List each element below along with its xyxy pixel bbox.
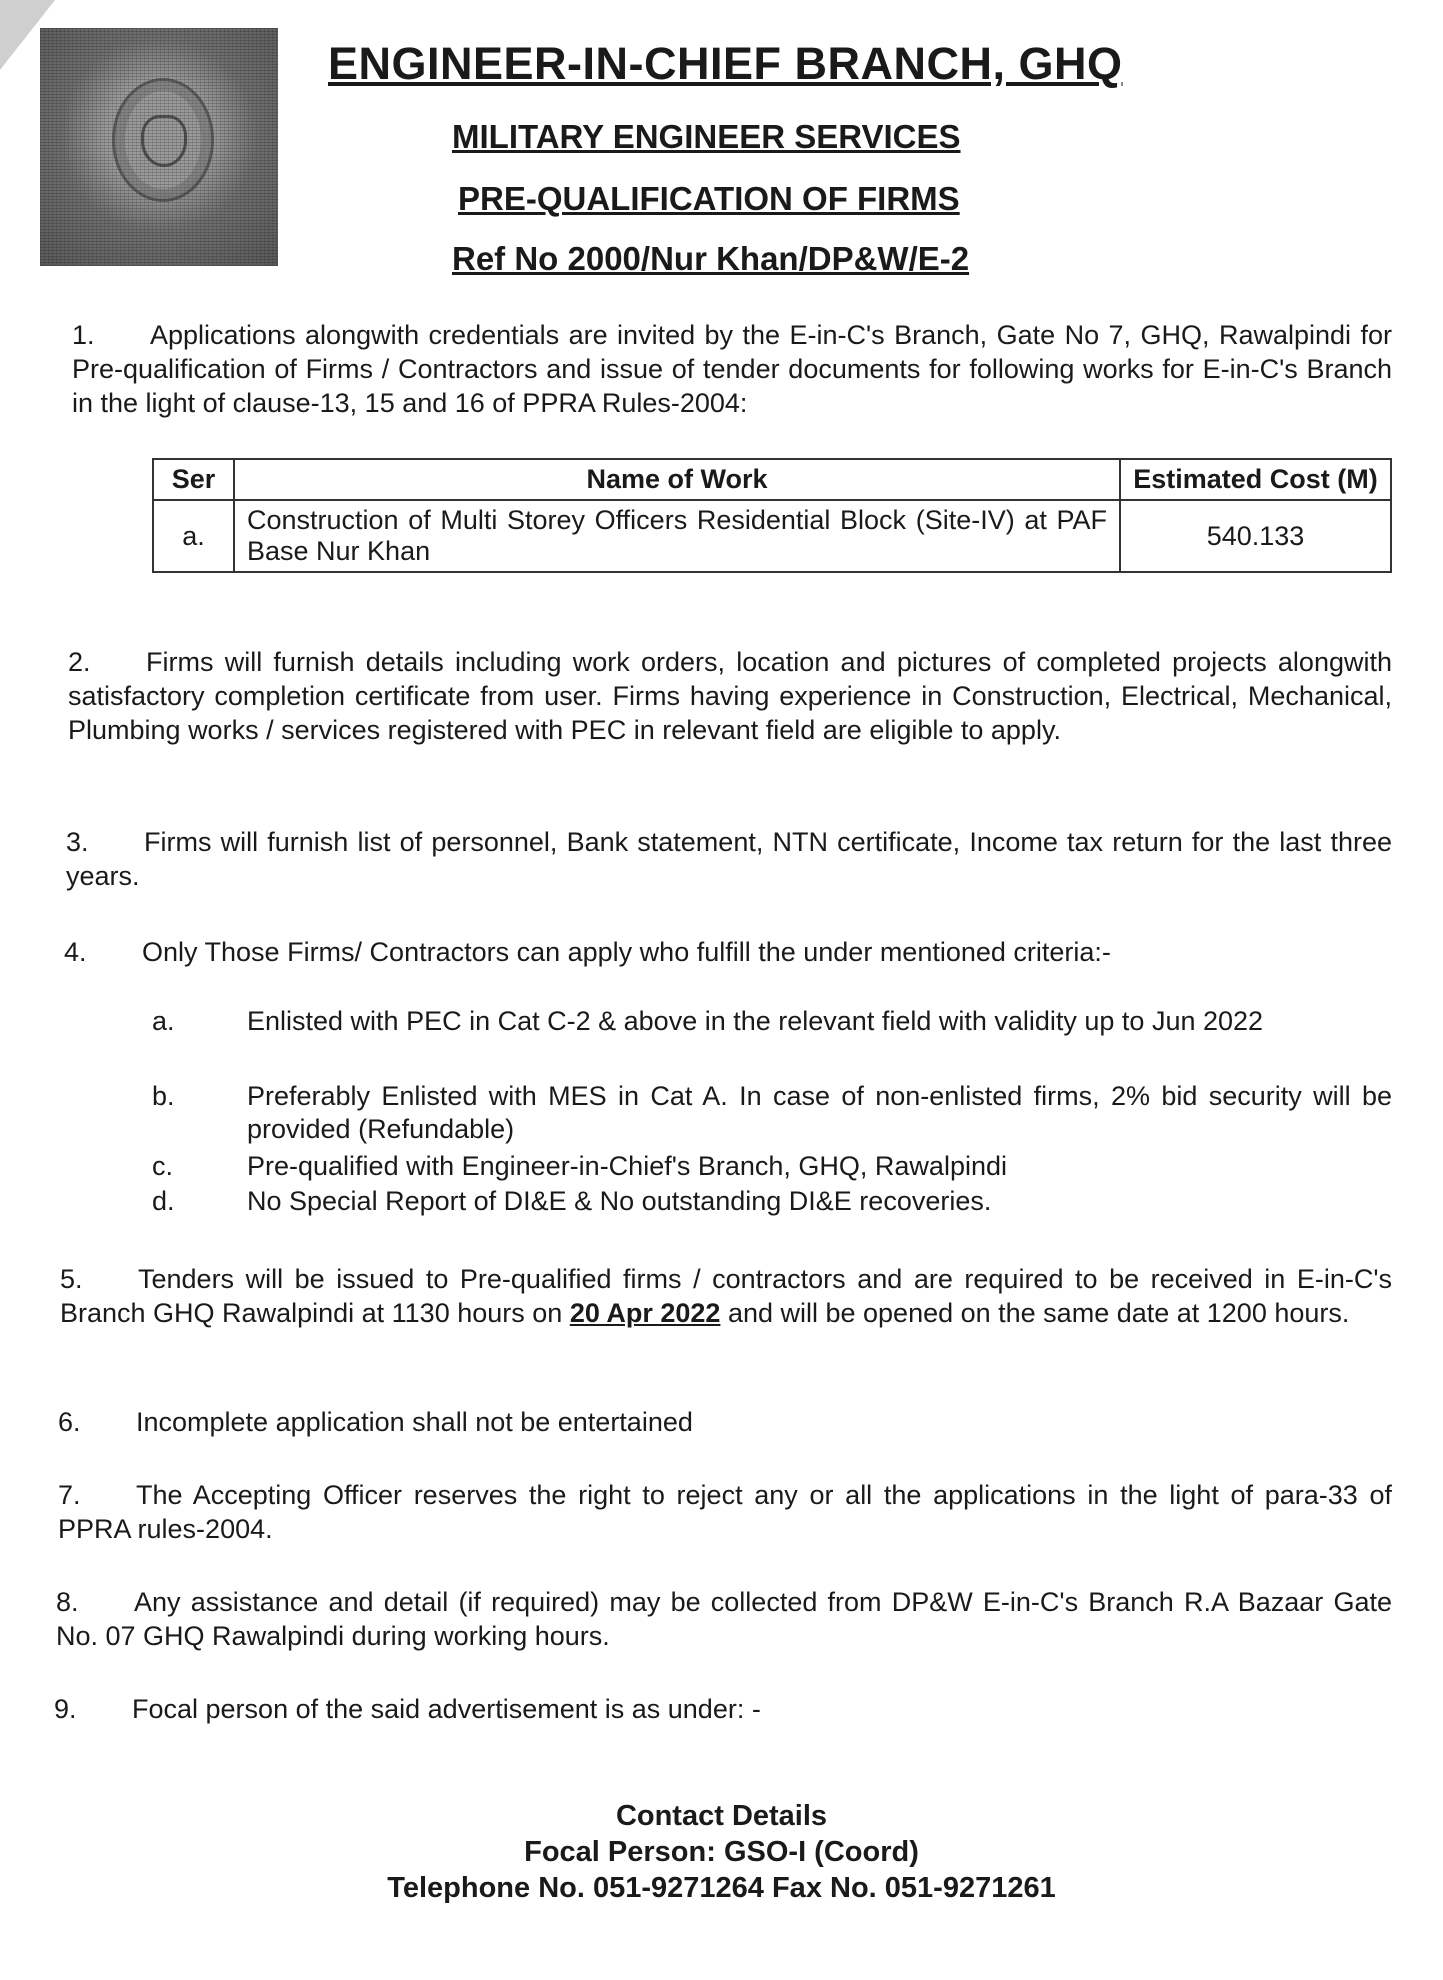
paragraph-text: Applications alongwith credentials are invited by the E-in-C's Branch, Gate No 7, GHQ, Rawalpindi for Pre-qualification of Firms / Contractors and issue of tender documents for following works for E-in-C's Branch in the light of clause-13, 15 and 16 of PPRA Rules-2004: bbox=[72, 320, 1392, 418]
paragraph-text: Tenders will be issued to Pre-qualified firms / contractors and are required to be received in E-in-C's Branch GHQ Rawalpindi at 1130 hours on bbox=[60, 1264, 1392, 1328]
criteria-label: c. bbox=[152, 1151, 174, 1181]
works-table bbox=[152, 458, 1392, 573]
paragraph-text: Any assistance and detail (if required) may be collected from DP&W E-in-C's Branch R.A Bazaar Gate No. 07 GHQ Rawalpindi during working hours. bbox=[56, 1587, 1392, 1651]
page-title: ENGINEER-IN-CHIEF BRANCH, GHQ bbox=[328, 38, 1123, 89]
criteria-label: a. bbox=[152, 1006, 175, 1036]
paragraph-number: 1. bbox=[72, 320, 95, 350]
cell-ser: a. bbox=[153, 500, 234, 572]
criteria-label: b. bbox=[152, 1081, 175, 1111]
paragraph-6 bbox=[58, 1405, 1392, 1439]
closing-date: 20 Apr 2022 bbox=[569, 1298, 721, 1328]
header-name-of-work: Name of Work bbox=[234, 459, 1120, 500]
paragraph-text: Incomplete application shall not be entertained bbox=[136, 1407, 693, 1437]
paragraph-3 bbox=[66, 825, 1392, 893]
paragraph-text: Only Those Firms/ Contractors can apply who fulfill the under mentioned criteria:- bbox=[142, 937, 1111, 967]
emblem-logo bbox=[40, 28, 278, 266]
header-estimated-cost: Estimated Cost (M) bbox=[1120, 459, 1391, 500]
subtitle-prequal: PRE-QUALIFICATION OF FIRMS bbox=[458, 180, 960, 217]
criteria-label: d. bbox=[152, 1186, 175, 1216]
paragraph-8 bbox=[56, 1585, 1392, 1653]
table-header-row bbox=[153, 459, 1391, 500]
table-row bbox=[153, 500, 1391, 572]
paragraph-text: Focal person of the said advertisement is as under: - bbox=[132, 1694, 761, 1724]
paragraph-9 bbox=[54, 1692, 1392, 1726]
paragraph-1 bbox=[72, 318, 1392, 420]
paragraph-text: Firms will furnish list of personnel, Bank statement, NTN certificate, Income tax return for the last three years. bbox=[66, 827, 1392, 891]
subtitle-mes: MILITARY ENGINEER SERVICES bbox=[452, 118, 961, 155]
paragraph-text-cont: and will be opened on the same date at 1200 hours. bbox=[727, 1298, 1350, 1328]
paragraph-number: 8. bbox=[56, 1587, 79, 1617]
paragraph-number: 7. bbox=[58, 1480, 81, 1510]
paragraph-number: 5. bbox=[60, 1264, 83, 1294]
paragraph-text: The Accepting Officer reserves the right to reject any or all the applications in the light of para-33 of PPRA rules-2004. bbox=[58, 1480, 1392, 1544]
paragraph-2 bbox=[68, 645, 1392, 747]
cell-name-of-work: Construction of Multi Storey Officers Residential Block (Site-IV) at PAF Base Nur Khan bbox=[234, 500, 1120, 572]
reference-number: Ref No 2000/Nur Khan/DP&W/E-2 bbox=[452, 240, 970, 277]
emblem-seal-icon bbox=[112, 78, 214, 202]
criteria-text: No Special Report of DI&E & No outstanding DI&E recoveries. bbox=[247, 1186, 992, 1216]
paragraph-number: 3. bbox=[66, 827, 89, 857]
criteria-text: Enlisted with PEC in Cat C-2 & above in the relevant field with validity up to Jun 2022 bbox=[247, 1006, 1264, 1036]
paragraph-text: Firms will furnish details including work orders, location and pictures of completed projects alongwith satisfactory completion certificate from user. Firms having experience in Construction, Electrical, Mechanical, Plumbing works / services registered with PEC in relevant field are eligible to apply. bbox=[68, 647, 1392, 745]
paragraph-4 bbox=[64, 935, 1392, 969]
paragraph-5 bbox=[60, 1262, 1392, 1330]
contact-heading: Contact Details bbox=[615, 1800, 828, 1832]
criteria-text: Pre-qualified with Engineer-in-Chief's Branch, GHQ, Rawalpindi bbox=[247, 1151, 1007, 1181]
paragraph-number: 2. bbox=[68, 647, 91, 677]
paragraph-7 bbox=[58, 1478, 1392, 1546]
paragraph-number: 4. bbox=[64, 937, 87, 967]
contact-phone-fax: Telephone No. 051-9271264 Fax No. 051-9271261 bbox=[387, 1872, 1056, 1904]
paragraph-number: 9. bbox=[54, 1694, 77, 1724]
paragraph-number: 6. bbox=[58, 1407, 81, 1437]
cell-estimated-cost: 540.133 bbox=[1120, 500, 1391, 572]
criteria-text: Preferably Enlisted with MES in Cat A. In case of non-enlisted firms, 2% bid security will be provided (Refundable) bbox=[247, 1081, 1392, 1144]
focal-person: Focal Person: GSO-I (Coord) bbox=[524, 1836, 919, 1868]
header-ser: Ser bbox=[153, 459, 234, 500]
